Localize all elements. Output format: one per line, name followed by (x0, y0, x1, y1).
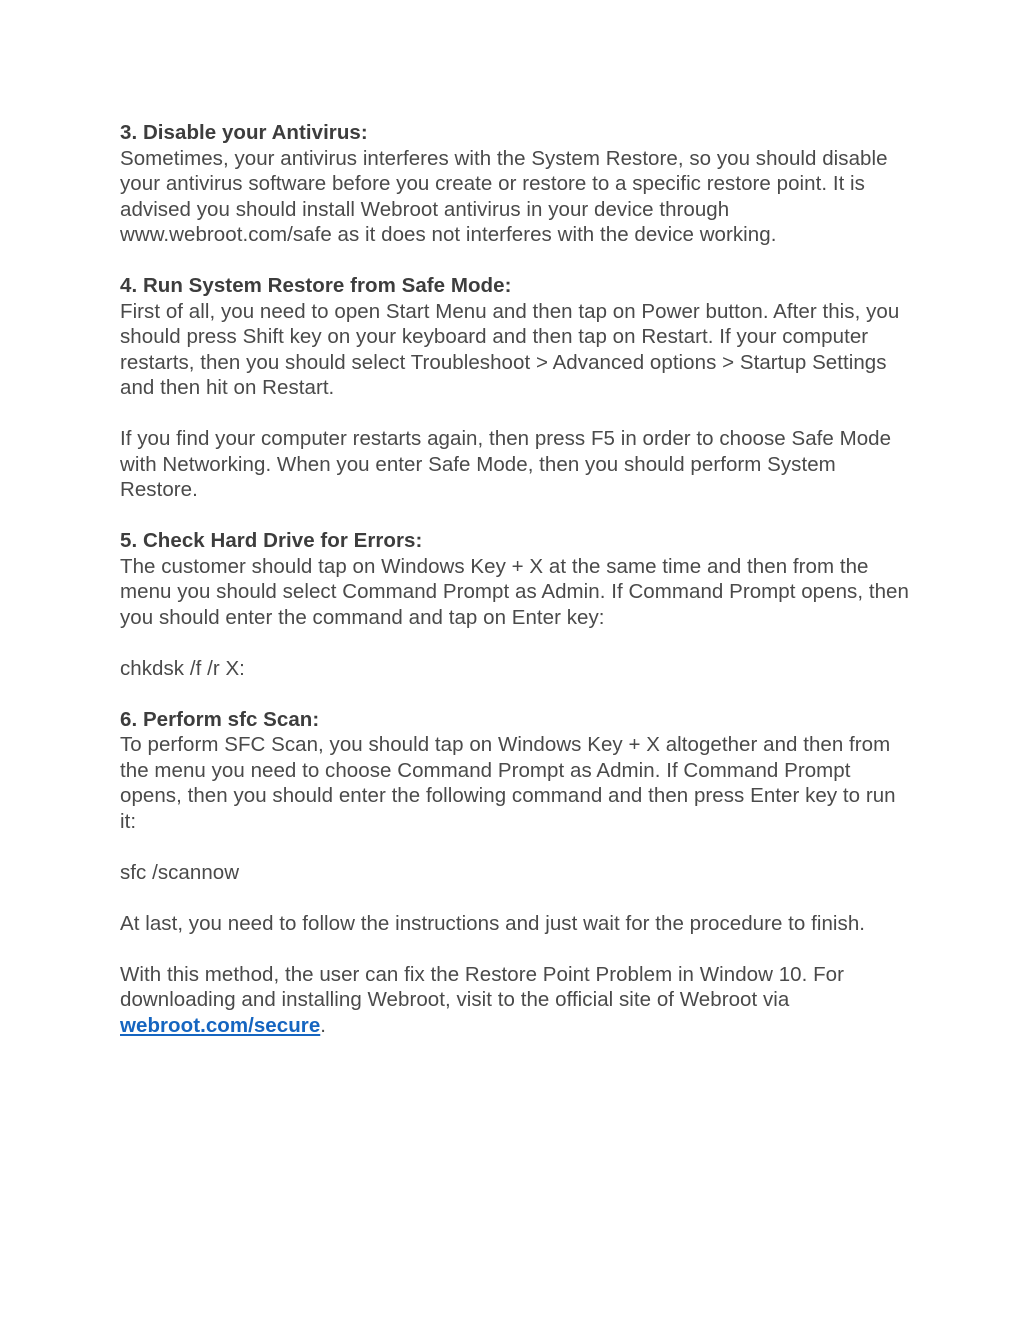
closing-line-2-suffix: . (320, 1013, 327, 1037)
spacer (120, 885, 910, 911)
closing-line-2-prefix: With this method, the user can fix the Restore Point Problem in Window 10. For downloading and installing Webroot, visit to the official site of Webroot via (120, 962, 844, 1011)
spacer (120, 401, 910, 427)
spacer (120, 834, 910, 860)
section-5-heading: 5. Check Hard Drive for Errors: (120, 529, 423, 552)
section-3-heading: 3. Disable your Antivirus: (120, 121, 368, 144)
section-5-command: chkdsk /f /r X: (120, 656, 245, 680)
spacer (120, 936, 910, 962)
section-4-body: First of all, you need to open Start Menu and then tap on Power button. After this, you should press Shift key on your keyboard and then tap on Restart. If your computer restarts, then you should select Troubleshoot > Advanced options > Startup Settings and then hit on Restart. (120, 299, 900, 399)
spacer (120, 248, 910, 274)
section-4-heading: 4. Run System Restore from Safe Mode: (120, 274, 512, 297)
spacer (120, 681, 910, 707)
document-page (120, 120, 910, 1038)
closing-line-1: At last, you need to follow the instructions and just wait for the procedure to finish. (120, 911, 866, 935)
webroot-secure-link[interactable]: webroot.com/secure (120, 1013, 321, 1037)
section-4-body-2: If you find your computer restarts again, then press F5 in order to choose Safe Mode with Networking. When you enter Safe Mode, then you should perform System Restore. (120, 427, 892, 501)
spacer (120, 503, 910, 529)
section-5-body: The customer should tap on Windows Key + X at the same time and then from the menu you should select Command Prompt as Admin. If Command Prompt opens, then you should enter the command and tap on Enter key: (120, 554, 909, 629)
section-3-body: Sometimes, your antivirus interferes with the System Restore, so you should disable your antivirus software before you create or restore to a specific restore point. It is advised you should install Webroot antivirus in your device through www.webroot.com/safe as it does not interferes with the device working. (120, 146, 888, 246)
section-6-heading: 6. Perform sfc Scan: (120, 707, 320, 731)
closing-line-2 (120, 962, 910, 1039)
section-6-command: sfc /scannow (120, 860, 240, 884)
spacer (120, 630, 910, 656)
section-6-body: To perform SFC Scan, you should tap on Windows Key + X altogether and then from the menu you need to choose Command Prompt as Admin. If Command Prompt opens, then you should enter the following command and then press Enter key to run it: (120, 733, 896, 833)
